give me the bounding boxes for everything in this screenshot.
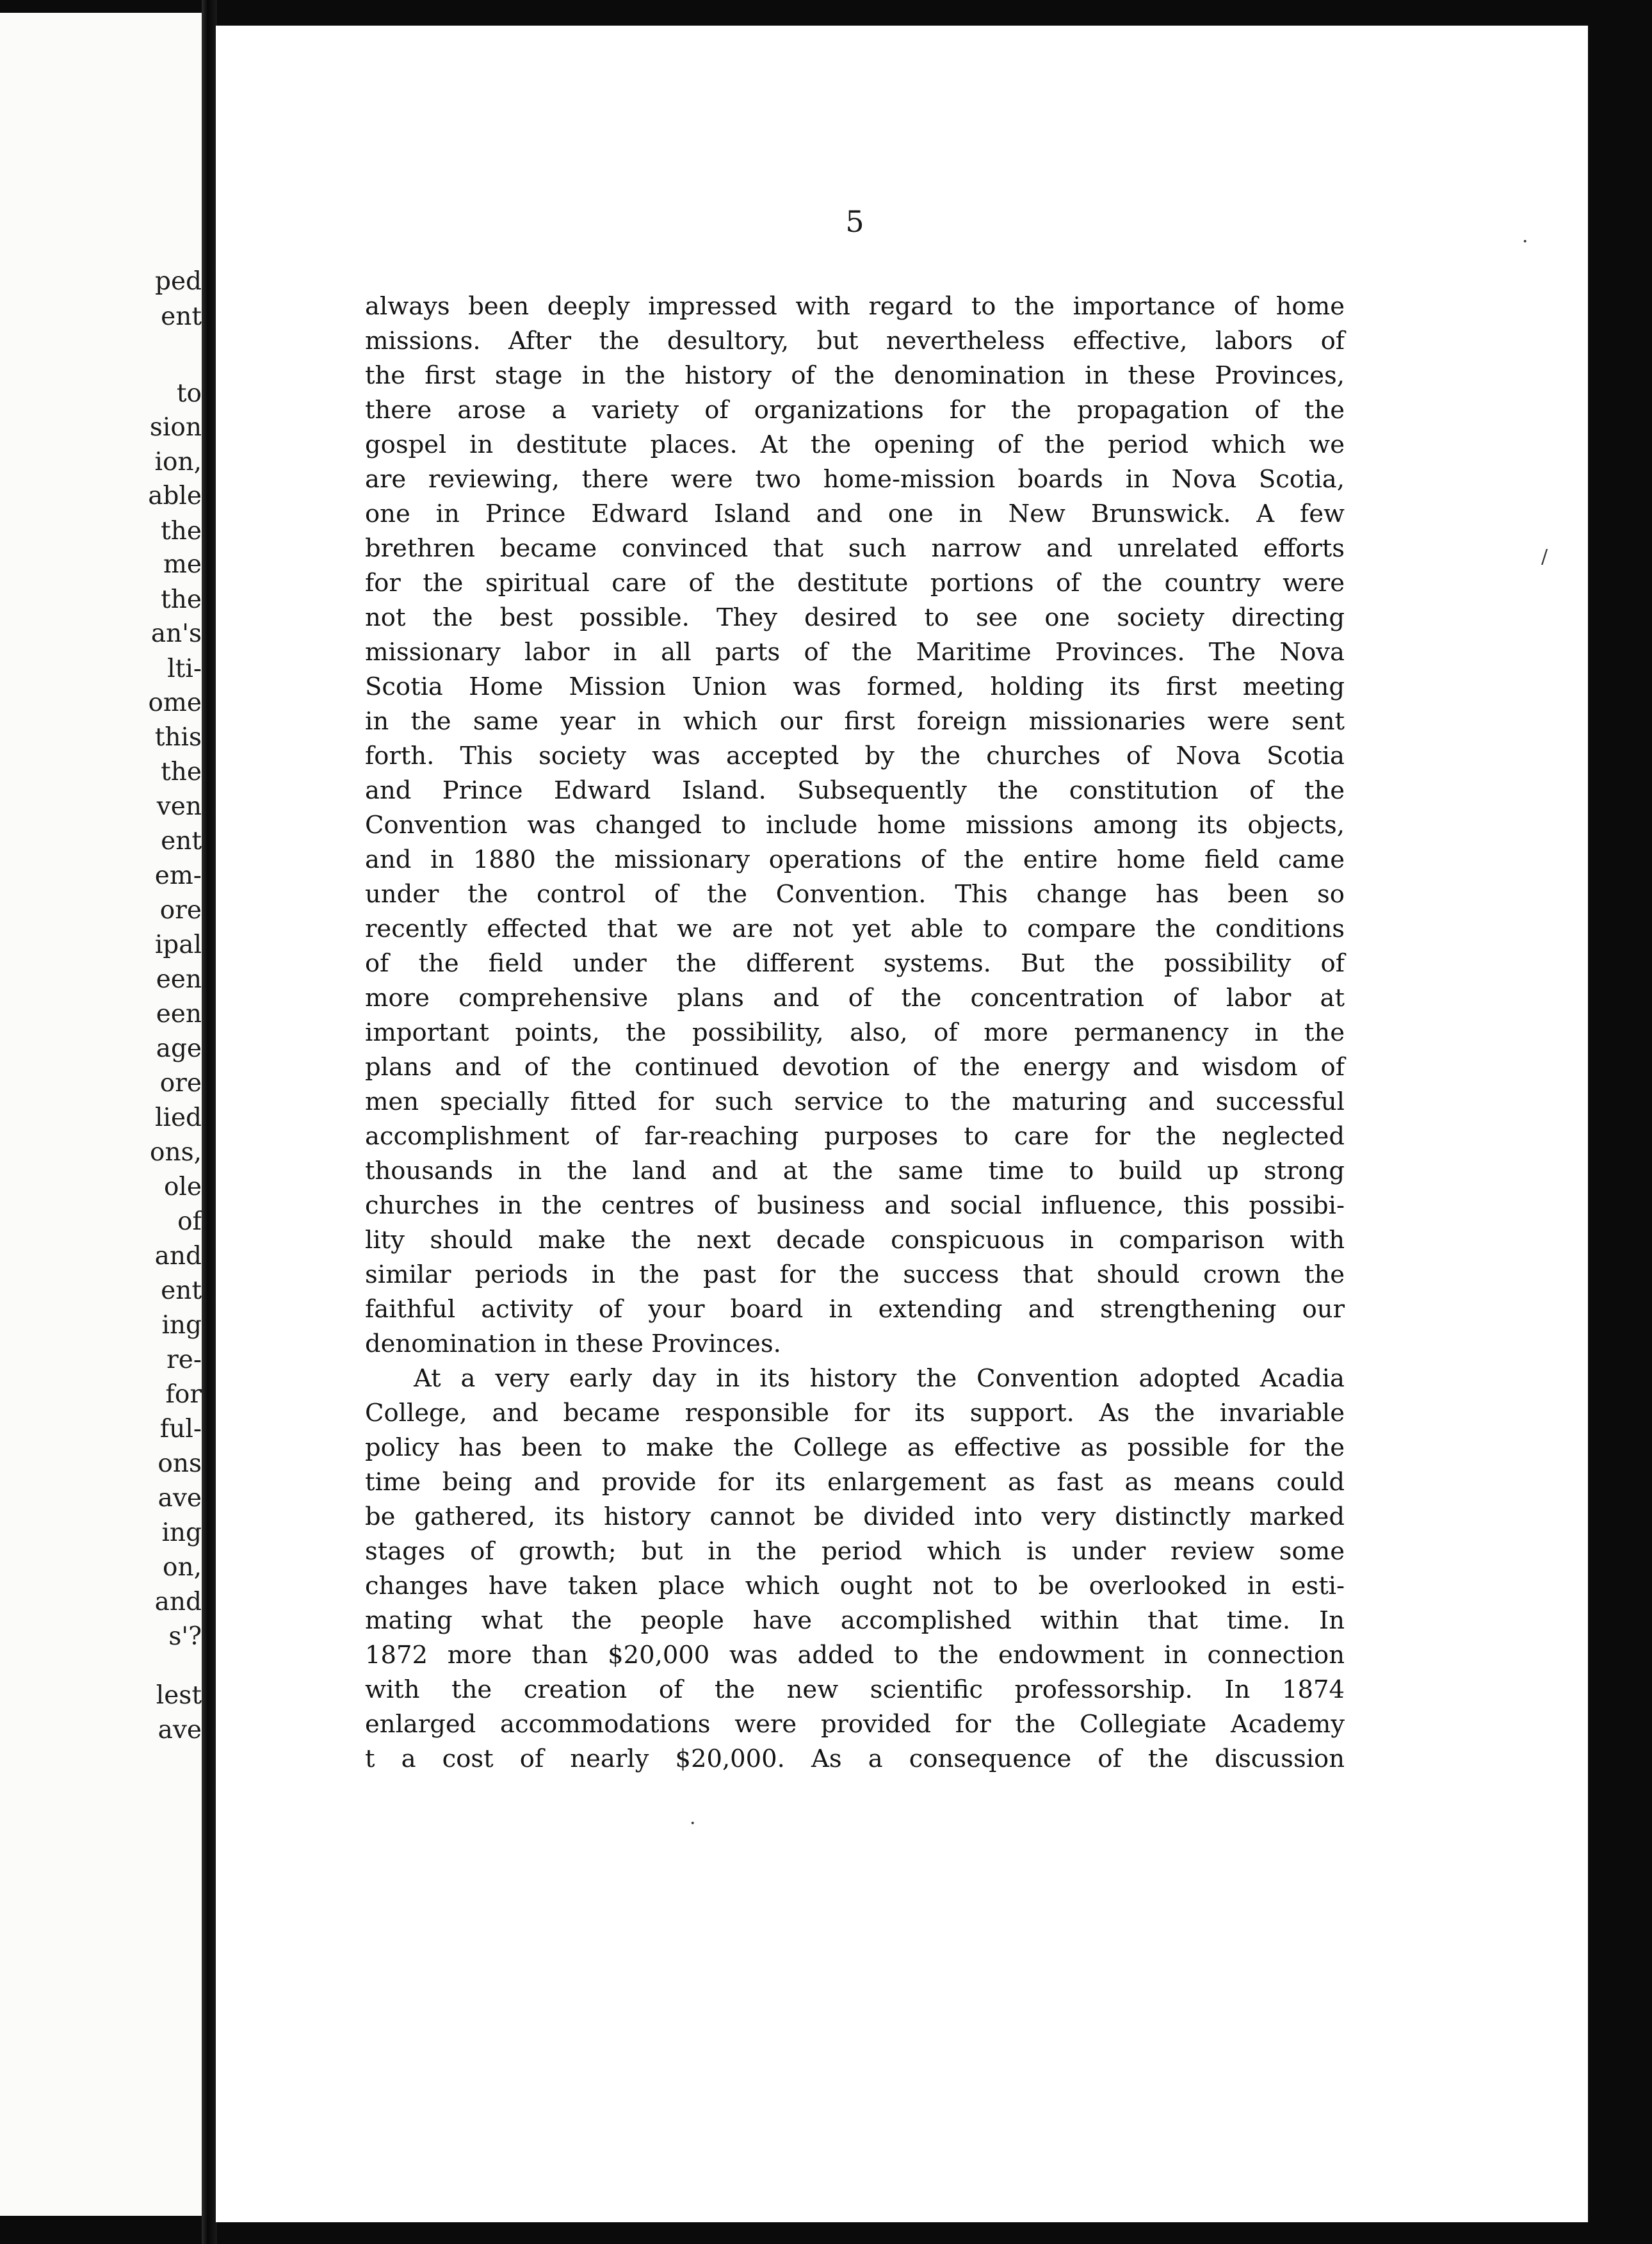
text-line: are reviewing, there were two home-mission boards in Nova Scotia,: [365, 465, 1345, 494]
text-line: with the creation of the new scientific professorship. In 1874: [365, 1675, 1345, 1704]
text-line: Convention was changed to include home missions among its objects,: [365, 811, 1345, 840]
text-line: enlarged accommodations were provided for the Collegiate Academy: [365, 1710, 1345, 1739]
left-page-fragment: lied: [155, 1103, 202, 1132]
left-page-fragment: ent: [161, 827, 202, 856]
left-page-fragment: ons: [158, 1449, 202, 1478]
left-page-fragment: ome: [148, 688, 202, 717]
text-line: missionary labor in all parts of the Maritime Provinces. The Nova: [365, 638, 1345, 667]
text-line: churches in the centres of business and social influence, this possibi-: [365, 1191, 1345, 1220]
left-page-fragment: me: [163, 550, 202, 579]
left-page-fragment: on,: [163, 1553, 202, 1582]
left-page-fragment: ent: [161, 1276, 202, 1305]
text-line: of the field under the different systems. But the possibility of: [365, 949, 1345, 978]
left-page-fragment: sion: [149, 413, 202, 442]
text-line: for the spiritual care of the destitute portions of the country were: [365, 569, 1345, 598]
left-page-fragment: een: [156, 965, 202, 994]
text-line: mating what the people have accomplished within that time. In: [365, 1606, 1345, 1635]
text-line: plans and of the continued devotion of the energy and wisdom of: [365, 1053, 1345, 1082]
left-page-fragment: this: [154, 723, 202, 752]
left-page-fragment: ing: [161, 1311, 202, 1340]
margin-mark: /: [1541, 546, 1548, 568]
margin-mark: ·: [690, 1812, 696, 1835]
left-page-fragment: re-: [166, 1346, 202, 1374]
text-line: accomplishment of far-reaching purposes to care for the neglected: [365, 1122, 1345, 1151]
text-line: in the same year in which our first foreign missionaries were sent: [365, 707, 1345, 736]
text-line: there arose a variety of organizations for the propagation of the: [365, 396, 1345, 425]
left-page: [0, 13, 202, 2216]
left-page-fragment: ore: [159, 1069, 202, 1098]
left-page-fragment: able: [148, 482, 202, 510]
left-page-fragment: ipal: [154, 931, 202, 959]
text-line: and in 1880 the missionary operations of the entire home field came: [365, 845, 1345, 874]
paragraph-acadia-college: [365, 1362, 1345, 1776]
left-page-fragment: ing: [161, 1518, 202, 1547]
left-page-fragment: the: [161, 517, 202, 546]
text-line: be gathered, its history cannot be divided into very distinctly marked: [365, 1502, 1345, 1531]
left-page-fragment: ave: [158, 1484, 202, 1513]
margin-mark: ·: [1522, 231, 1528, 253]
paragraph-home-missions: [365, 289, 1345, 1362]
text-line: gospel in destitute places. At the opening of the period which we: [365, 430, 1345, 459]
text-line: missions. After the desultory, but nevertheless effective, labors of: [365, 327, 1345, 355]
text-line: similar periods in the past for the success that should crown the: [365, 1260, 1345, 1289]
left-page-fragment: ons,: [149, 1138, 202, 1167]
text-line: At a very early day in its history the Convention adopted Acadia: [414, 1364, 1345, 1393]
text-line: men specially fitted for such service to the maturing and successful: [365, 1087, 1345, 1116]
text-line: recently effected that we are not yet able to compare the conditions: [365, 915, 1345, 943]
text-line: lity should make the next decade conspicuous in comparison with: [365, 1226, 1345, 1255]
left-page-fragment: em-: [154, 861, 202, 890]
page-number: 5: [845, 204, 864, 239]
left-page-fragment: ave: [158, 1716, 202, 1744]
right-page: [216, 26, 1588, 2222]
body-text: [365, 289, 1345, 1776]
text-line: faithful activity of your board in extending and strengthening our: [365, 1295, 1345, 1324]
text-line: t a cost of nearly $20,000. As a consequence of the discussion: [365, 1744, 1345, 1773]
left-page-fragment: s'?: [168, 1622, 202, 1651]
text-line: stages of growth; but in the period which is under review some: [365, 1537, 1345, 1566]
left-page-fragment: ped: [154, 267, 202, 296]
text-line: important points, the possibility, also, of more permanency in the: [365, 1018, 1345, 1047]
text-line: thousands in the land and at the same time to build up strong: [365, 1157, 1345, 1185]
text-line: forth. This society was accepted by the churches of Nova Scotia: [365, 742, 1345, 770]
text-line: policy has been to make the College as effective as possible for the: [365, 1433, 1345, 1462]
left-page-fragment: ent: [161, 302, 202, 331]
left-page-fragment: ful-: [159, 1415, 202, 1443]
text-line: the first stage in the history of the denomination in these Provinces,: [365, 361, 1345, 390]
left-page-fragment: lti-: [167, 654, 202, 683]
left-page-fragment: the: [161, 758, 202, 786]
left-page-fragment: ore: [159, 896, 202, 925]
left-page-fragment: of: [177, 1207, 202, 1236]
text-line: 1872 more than $20,000 was added to the endowment in connection: [365, 1641, 1345, 1670]
left-page-fragment: ven: [156, 792, 202, 821]
left-page-fragment: and: [154, 1588, 202, 1616]
left-page-fragment: and: [154, 1242, 202, 1271]
left-page-fragment: to: [176, 379, 202, 408]
left-page-fragment: ole: [163, 1173, 202, 1201]
left-page-fragment: age: [156, 1034, 202, 1063]
left-page-fragment: een: [156, 1000, 202, 1028]
left-page-fragment: for: [165, 1380, 202, 1409]
text-line: under the control of the Convention. This change has been so: [365, 880, 1345, 909]
text-line: one in Prince Edward Island and one in New Brunswick. A few: [365, 500, 1345, 528]
text-line: and Prince Edward Island. Subsequently the constitution of the: [365, 776, 1345, 805]
text-line: always been deeply impressed with regard to the importance of home: [365, 292, 1345, 321]
text-line: College, and became responsible for its support. As the invariable: [365, 1399, 1345, 1427]
text-line: Scotia Home Mission Union was formed, holding its first meeting: [365, 672, 1345, 701]
text-line: brethren became convinced that such narrow and unrelated efforts: [365, 534, 1345, 563]
left-page-fragment: an's: [150, 619, 202, 648]
left-page-fragment: ion,: [154, 448, 202, 476]
left-page-fragment: lest: [156, 1681, 202, 1710]
text-line: changes have taken place which ought not to be overlooked in esti-: [365, 1572, 1345, 1600]
left-page-fragment: the: [161, 585, 202, 614]
text-line: time being and provide for its enlargement as fast as means could: [365, 1468, 1345, 1497]
text-line: not the best possible. They desired to see one society directing: [365, 603, 1345, 632]
text-line: more comprehensive plans and of the concentration of labor at: [365, 984, 1345, 1012]
binding-gutter: [202, 0, 217, 2244]
text-line: denomination in these Provinces.: [365, 1329, 781, 1358]
